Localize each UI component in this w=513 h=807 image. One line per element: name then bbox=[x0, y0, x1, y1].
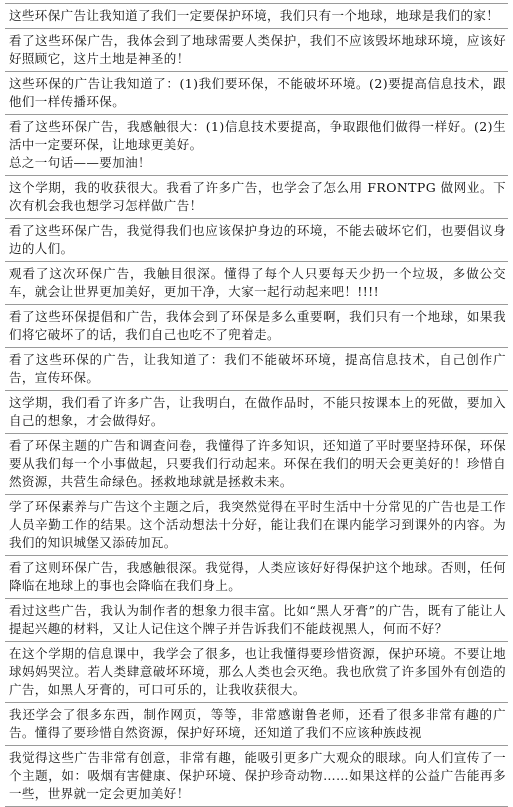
comment-row-6: 看了这些环保广告，我觉得我们也应该保护身边的环境，不能去破坏它们，也要倡议身边的人们。 bbox=[5, 219, 508, 262]
comments-table bbox=[5, 3, 508, 807]
comment-row-17: 我觉得这些广告非常有创意，非常有趣，能吸引更多广大观众的眼球。向人们宣传了一个主题，如：吸烟有害健康、保护环境、保护珍奇动物……如果这样的公益广告能再多一些，世界就一定会更加美好！ bbox=[5, 746, 508, 807]
comment-row-5: 这个学期，我的收获很大。我看了许多广告，也学会了怎么用 FRONTPG 做网业。下次有机会我也想学习怎样做广告！ bbox=[5, 176, 508, 219]
comment-row-7: 观看了这次环保广告，我触目很深。懂得了每个人只要每天少扔一个垃圾，多做公交车，就会让世界更加美好，更加干净，大家一起行动起来吧！!!!! bbox=[5, 262, 508, 305]
comment-row-10: 这学期，我们看了许多广告，让我明白，在做作品时，不能只按课本上的死做，要加入自己的想象，才会做得好。 bbox=[5, 391, 508, 434]
comment-row-12: 学了环保素养与广告这个主题之后，我突然觉得在平时生活中十分常见的广告也是工作人员辛勤工作的结果。这个活动想法十分好，能让我们在课内能学习到课外的内容。为我们的知识城堡又添砖加瓦。 bbox=[5, 495, 508, 556]
comment-row-1: 这些环保广告让我知道了我们一定要保护环境，我们只有一个地球，地球是我们的家！ bbox=[5, 4, 508, 29]
comment-row-11: 看了环保主题的广告和调查问卷，我懂得了许多知识，还知道了平时要坚持环保，环保要从我们每一个小事做起，只要我们行动起来。环保在我们的明天会更美好的！珍惜自然资源，共营生命绿色。拯救地球就是拯救未来。 bbox=[5, 434, 508, 495]
comment-row-4: 看了这些环保广告，我感触很大：(1)信息技术要提高，争取跟他们做得一样好。(2)生活中一定要环保，让地球更美好。 总之一句话——要加油！ bbox=[5, 115, 508, 176]
comment-row-9: 看了这些环保的广告，让我知道了：我们不能破坏环境，提高信息技术，自己创作广告，宣传环保。 bbox=[5, 348, 508, 391]
comment-row-14: 看过这些广告，我认为制作者的想象力很丰富。比如“黑人牙膏”的广告，既有了能让人提起兴趣的材料，又让人记住这个牌子并告诉我们不能歧视黑人，何而不好？ bbox=[5, 599, 508, 642]
comment-row-13: 看了这则环保广告，我感触很深。我觉得，人类应该好好得保护这个地球。否则，任何降临在地球上的事也会降临在我们身上。 bbox=[5, 556, 508, 599]
comment-row-15: 在这个学期的信息课中，我学会了很多，也让我懂得要珍惜资源，保护环境。不要让地球妈妈哭泣。若人类肆意破坏环境，那么人类也会灭绝。我也欣赏了许多国外有创造的广告，如黑人牙膏的，可口可乐的，让我收获很大。 bbox=[5, 642, 508, 703]
comment-row-3: 这些环保的广告让我知道了：(1)我们要环保，不能破坏环境。(2)要提高信息技术，跟他们一样传播环保。 bbox=[5, 72, 508, 115]
comment-row-8: 看了这些环保提倡和广告，我体会到了环保是多么重要啊，我们只有一个地球，如果我们将它破坏了的话，我们自己也吃不了兜着走。 bbox=[5, 305, 508, 348]
comment-row-2: 看了这些环保广告，我体会到了地球需要人类保护，我们不应该毁坏地球环境，应该好好照顾它，这片土地是神圣的！ bbox=[5, 29, 508, 72]
comment-row-16: 我还学会了很多东西，制作网页，等等，非常感谢鲁老师，还看了很多非常有趣的广告。懂得了要珍惜自然资源，保护好环境，还知道了我们不应该种族歧视 bbox=[5, 703, 508, 746]
